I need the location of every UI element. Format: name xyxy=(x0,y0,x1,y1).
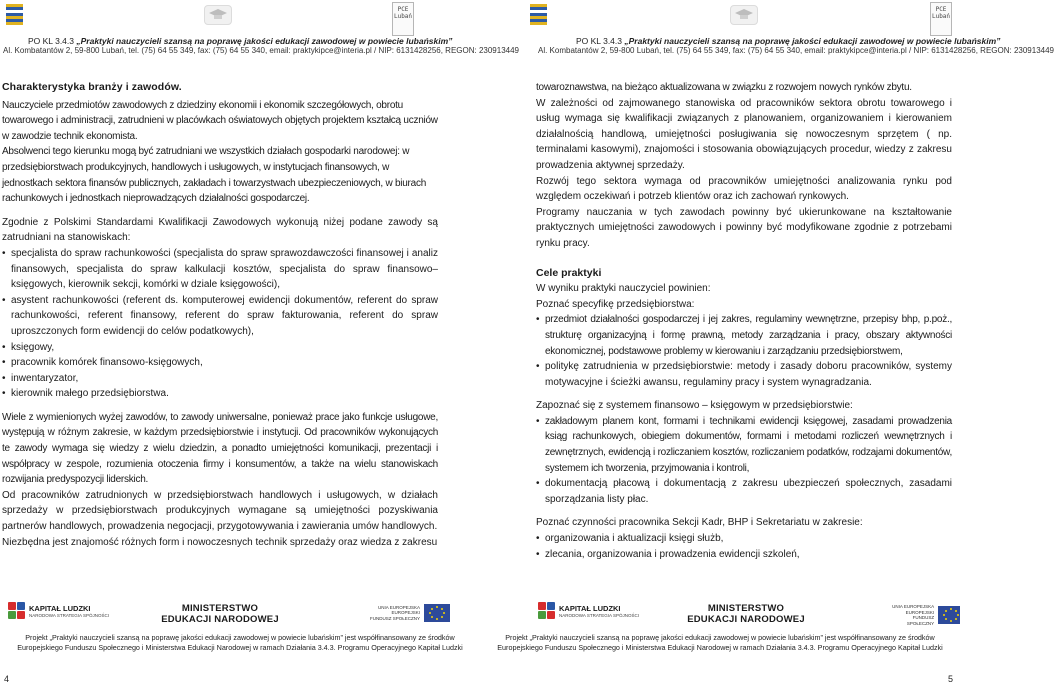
paragraph: Wiele z wymienionych wyżej zawodów, to zawody uniwersalne, ponieważ prace jako funkcje usługowe, występują w różnym zakresie, w każdym przedsiębiorstwie i instytucji. Od pracowników wykonujących te zawody wymaga się wiedzy z wielu dziedzin, a ponadto umiejętności komunikacji, prezentacji i współpracy w zespole, rozumienia otoczenia firmy i konsumentów, a także na wielu stanowiskach rozwijania predyspozycji liderskich. xyxy=(2,411,438,486)
address-line: Al. Kombatantów 2, 59-800 Lubań, tel. (75) 64 55 349, fax: (75) 64 55 340, email: praktykipce@interia.pl / NIP: 6131428256, REGON: 230913449 xyxy=(3,46,519,55)
project-line xyxy=(28,36,452,46)
list-item: • kierownik małego przedsiębiorstwa. xyxy=(2,386,438,402)
list-item: • księgowy, xyxy=(2,340,438,356)
funding-footnote: Projekt „Praktyki nauczycieli szansą na poprawę jakości edukacji zawodowej w powiecie lubańskim” jest współfinansowany ze środków Europejskiego Funduszu Społecznego i Ministerstwa Edukacji Narodowej w ramach Działania 3.4.3. Programu Operacyjnego Kapitał Ludzki xyxy=(497,633,943,652)
eu-flag-icon xyxy=(424,604,450,622)
list-item: • pracownik komórek finansowo-księgowych, xyxy=(2,355,438,371)
eu-flag-icon xyxy=(938,606,960,624)
paragraph: Zgodnie z Polskimi Standardami Kwalifikacji Zawodowych wykonują niżej podane zawody są zatrudniani na stanowiskach: xyxy=(2,216,438,244)
section-subheading: Cele praktyki xyxy=(536,266,602,279)
graduation-cap-icon xyxy=(204,5,232,25)
graduation-cap-icon xyxy=(730,5,758,25)
positions-list xyxy=(2,246,438,402)
coat-of-arms-icon xyxy=(6,4,23,26)
kapital-ludzki-logo: KAPITAŁ LUDZKI NARODOWA STRATEGIA SPÓJNOŚCI xyxy=(538,602,639,620)
page-number: 5 xyxy=(948,674,954,684)
footer-logos xyxy=(480,602,960,630)
project-title: „Praktyki nauczycieli szansą na poprawę jakości edukacji zawodowej w powiecie lubańskim” xyxy=(76,36,453,46)
project-code: PO KL 3.4.3 xyxy=(28,36,77,46)
paragraph: Nauczyciele przedmiotów zawodowych z dziedziny ekonomii i ekonomik szczegółowych, obrotu towarowego i administracji, zatrudnieni w placówkach oświatowych objętych projektem kształcą uczniów w zawodzie technik ekonomista. xyxy=(2,99,438,142)
paragraph: Od pracowników zatrudnionych w przedsiębiorstwach handlowych i usługowych, w działach sprzedaży w przedsiębiorstwach produkcyjnych wymagane są umiejętności pozyskiwania partnerów handlowych, prowadzenia negocjacji, przygotowywania i zawierania umów handlowych. xyxy=(2,489,438,533)
goals-list xyxy=(536,312,952,390)
page-header xyxy=(480,0,1054,62)
pce-logo: PCE Lubań xyxy=(930,2,952,36)
pce-logo: PCE Lubań xyxy=(392,2,414,36)
list-item: • inwentaryzator, xyxy=(2,371,438,387)
list-item: • zlecania, organizowania i prowadzenia ewidencji szkoleń, xyxy=(536,547,952,563)
paragraph: W zależności od zajmowanego stanowiska od pracowników sektora obrotu towarowego i usług wymaga się kwalifikacji związanych z planowaniem, organizowaniem i kierowaniem działalnością handlową, umiejętności posługiwania się nowoczesnym sprzętem ( np. terminalami kasowymi), znajomości i stosowania obowiązujących procedur, wiedzy z zakresu prowadzenia aktywnej sprzedaży. xyxy=(536,97,952,171)
project-code: PO KL 3.4.3 xyxy=(576,36,625,46)
list-item: • organizowania i aktualizacji księgi służb, xyxy=(536,531,952,547)
ministry-logo: MINISTERSTWO EDUKACJI NARODOWEJ xyxy=(687,603,805,625)
finance-list xyxy=(536,414,952,508)
list-item: • zakładowym planem kont, formami i technikami ewidencji księgowej, zasadami prowadzenia ksiąg rachunkowych, obiegiem dokumentów, formami i metodami rozliczeń wewnętrznych i zewnętrznych, ewidencją i rozliczaniem kosztów, rozliczaniem podatków, rodzajami dokumentów, systemem ich tworzenia, przyjmowania i kontroli, xyxy=(536,414,952,476)
kapital-ludzki-logo: KAPITAŁ LUDZKI NARODOWA STRATEGIA SPÓJNOŚCI xyxy=(8,602,109,620)
paragraph: towaroznawstwa, na bieżąco aktualizowana w związku z rozwojem nowych rynków zbytu. xyxy=(536,82,912,93)
list-item: • politykę zatrudnienia w przedsiębiorstwie: metody i zasady doboru pracowników, systemy motywacyjne i ścieżki awansu, regulaminy pracy i system wynagradzania. xyxy=(536,359,952,390)
ministry-logo: MINISTERSTWO EDUKACJI NARODOWEJ xyxy=(161,603,279,625)
paragraph: Absolwenci tego kierunku mogą być zatrudniani we wszystkich działach gospodarki narodowej: w przedsiębiorstwach produkcyjnych, handlowych i usługowych, w instytucjach finansowych, w jednostkach sektora finansów publicznych, zakładach i towarzystwach ubezpieczeniowych, w biurach rachunkowych i jednostkach nieprowadzących działalności gospodarczej. xyxy=(2,146,427,205)
funding-footnote: Projekt „Praktyki nauczycieli szansą na poprawę jakości edukacji zawodowej w powiecie lubańskim” jest współfinansowany ze środków Europejskiego Funduszu Społecznego i Ministerstwa Edukacji Narodowej w ramach Działania 3.4.3. Programu Operacyjnego Kapitał Ludzki xyxy=(17,633,463,652)
right-page xyxy=(480,0,1054,697)
address-line: Al. Kombatantów 2, 59-800 Lubań, tel. (75) 64 55 349, fax: (75) 64 55 340, email: praktykipce@interia.pl / NIP: 6131428256, REGON: 230913449 xyxy=(538,46,1054,55)
left-column xyxy=(2,80,438,550)
paragraph: Zapoznać się z systemem finansowo – księgowym w przedsiębiorstwie: xyxy=(536,400,853,412)
list-item: • przedmiot działalności gospodarczej i jej zakres, regulaminy wewnętrzne, przepisy bhp, p.poż., strukturę organizacyjną i formę prawną, metody zarządzania i pracy, obszary aktywności ekonomicznej, podstawowe problemy w kierowaniu i zarządzaniu przedsiębiorstwem, xyxy=(536,312,952,359)
coat-of-arms-icon xyxy=(530,4,547,26)
project-line xyxy=(576,36,1000,46)
page-header xyxy=(0,0,519,62)
paragraph: Poznać specyfikę przedsiębiorstwa: xyxy=(536,298,695,310)
list-item: • specjalista do spraw rachunkowości (specjalista do spraw sprawozdawczości finansowej i analiz finansowych, specjalista do spraw kalkulacji kosztów, specjalista do spraw finansowo– księgowych, kierownik sekcji, komórki w dziale księgowości), xyxy=(2,246,438,293)
left-page xyxy=(0,0,519,697)
eu-logo: UNIA EUROPEJSKA EUROPEJSKI FUNDUSZ SPOŁECZNY xyxy=(370,604,450,622)
hr-list xyxy=(536,531,952,562)
eu-logo: UNIA EUROPEJSKA EUROPEJSKI FUNDUSZ SPOŁECZNY xyxy=(892,604,960,626)
kapital-ludzki-icon xyxy=(538,602,556,620)
list-item: • asystent rachunkowości (referent ds. komputerowej ewidencji dokumentów, referent do spraw rachunkowości, referent finansowy, referent do spraw fakturowania, referent do spraw uproszczonych form ewidencji do celów podatkowych), xyxy=(2,293,438,340)
project-title: „Praktyki nauczycieli szansą na poprawę jakości edukacji zawodowej w powiecie lubańskim” xyxy=(624,36,1001,46)
paragraph: Niezbędna jest znajomość różnych form i nowoczesnych technik sprzedaży oraz wiedza z zakresu xyxy=(2,536,438,548)
footer-logos xyxy=(0,602,480,630)
kapital-ludzki-icon xyxy=(8,602,26,620)
list-item: • dokumentacją płacową i dokumentacją z zakresu ubezpieczeń społecznych, zasadami sporządzania listy płac. xyxy=(536,476,952,507)
section-heading: Charakterystyka branży i zawodów. xyxy=(2,81,182,93)
paragraph: Programy nauczania w tych zawodach powinny być ukierunkowane na kształtowanie praktycznych umiejętności zawodowych i powinny być modyfikowane zgodnie z potrzebami rynku pracy. xyxy=(536,206,952,249)
page-number: 4 xyxy=(4,674,10,684)
paragraph: Poznać czynności pracownika Sekcji Kadr, BHP i Sekretariatu w zakresie: xyxy=(536,517,863,529)
paragraph: Rozwój tego sektora wymaga od pracowników umiejętności analizowania rynku pod względem oczekiwań i potrzeb klientów oraz ich zachowań rynkowych. xyxy=(536,175,952,203)
paragraph: W wyniku praktyki nauczyciel powinien: xyxy=(536,283,711,295)
right-column xyxy=(536,80,952,562)
